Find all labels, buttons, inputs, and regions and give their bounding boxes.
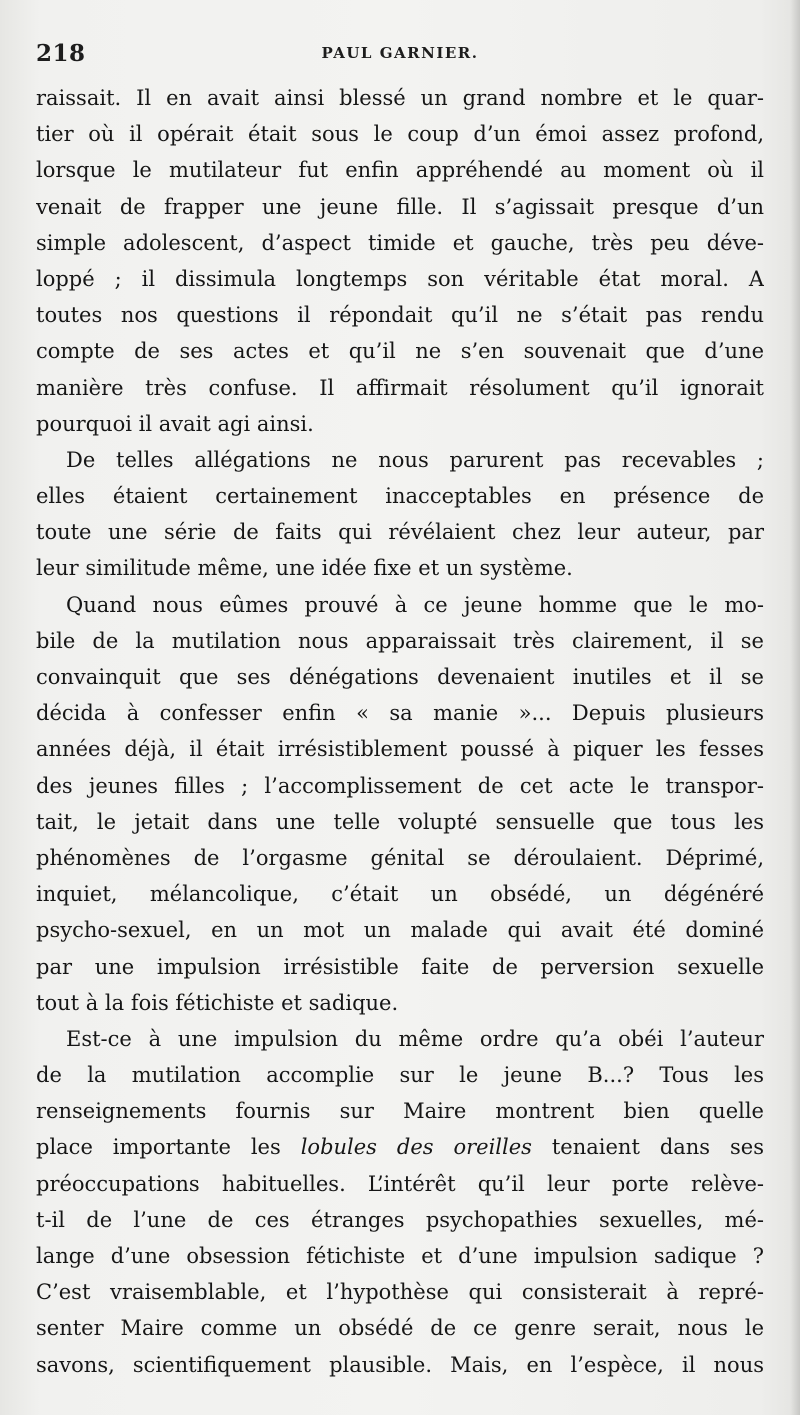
- text-line: Est-ce à une impulsion du même ordre qu’a obéi l’auteur: [66, 1026, 764, 1051]
- paragraph: [36, 442, 764, 587]
- text-line: phénomènes de l’orgasme génital se déroulaient. Déprimé,: [36, 845, 764, 870]
- paragraph: [36, 80, 764, 442]
- text-span: place importante les: [36, 1135, 301, 1160]
- text-line: lorsque le mutilateur fut enfin appréhendé au moment où il: [36, 158, 764, 183]
- text-line: des jeunes filles ; l’accomplissement de cet acte le transpor-: [36, 773, 764, 798]
- text-line: inquiet, mélancolique, c’était un obsédé, un dégénéré: [36, 882, 764, 907]
- text-line: bile de la mutilation nous apparaissait très clairement, il se: [36, 628, 764, 653]
- text-line: senter Maire comme un obsédé de ce genre serait, nous le: [36, 1316, 764, 1341]
- text-line: savons, scientifiquement plausible. Mais, en l’espèce, il nous: [36, 1352, 764, 1377]
- text-line: manière très confuse. Il affirmait résolument qu’il ignorait: [36, 375, 764, 400]
- text-line: C’est vraisemblable, et l’hypothèse qui consisterait à repré-: [36, 1280, 764, 1305]
- text-line: tier où il opérait était sous le coup d’un émoi assez profond,: [36, 122, 764, 147]
- text-line: par une impulsion irrésistible faite de perversion sexuelle: [36, 954, 764, 979]
- text-line: toutes nos questions il répondait qu’il ne s’était pas rendu: [36, 303, 764, 328]
- text-line: préoccupations habituelles. L’intérêt qu’il leur porte relève-: [36, 1171, 764, 1196]
- text-line: décida à confesser enfin « sa manie »... Depuis plusieurs: [36, 701, 764, 726]
- text-line: leur similitude même, une idée fixe et un système.: [36, 556, 573, 581]
- text-line: elles étaient certainement inacceptables en présence de: [36, 484, 764, 509]
- text-line: tout à la fois fétichiste et sadique.: [36, 990, 399, 1015]
- text-line: psycho-sexuel, en un mot un malade qui avait été dominé: [36, 918, 764, 943]
- text-line: tait, le jetait dans une telle volupté sensuelle que tous les: [36, 809, 764, 834]
- running-head: PAUL GARNIER.: [321, 44, 479, 62]
- page-number: 218: [36, 40, 86, 67]
- text-line: convainquit que ses dénégations devenaient inutiles et il se: [36, 665, 764, 689]
- text-line: loppé ; il dissimula longtemps son véritable état moral. A: [36, 266, 764, 291]
- text-line: de la mutilation accomplie sur le jeune B...? Tous les: [36, 1063, 764, 1088]
- page-header: [36, 40, 764, 70]
- text-line: toute une série de faits qui révélaient chez leur auteur, par: [36, 520, 764, 545]
- body-text: [36, 80, 764, 1383]
- paragraph: [36, 587, 764, 1021]
- text-line: simple adolescent, d’aspect timide et gauche, très peu déve-: [36, 230, 764, 255]
- text-line-with-italic: [36, 1129, 764, 1165]
- text-line: compte de ses actes et qu’il ne s’en souvenait que d’une: [36, 339, 764, 364]
- text-line: pourquoi il avait agi ainsi.: [36, 411, 314, 436]
- text-line: Quand nous eûmes prouvé à ce jeune homme que le mo-: [66, 592, 764, 617]
- text-line: années déjà, il était irrésistiblement poussé à piquer les fesses: [36, 737, 764, 762]
- text-line: venait de frapper une jeune fille. Il s’agissait presque d’un: [36, 194, 764, 219]
- paragraph: [36, 1021, 764, 1383]
- text-line: De telles allégations ne nous parurent pas recevables ;: [66, 447, 764, 472]
- text-span: tenaient dans ses: [531, 1135, 764, 1160]
- text-line: raissait. Il en avait ainsi blessé un grand nombre et le quar-: [36, 86, 764, 110]
- text-line: t-il de l’une de ces étranges psychopathies sexuelles, mé-: [36, 1207, 764, 1232]
- text-line: lange d’une obsession fétichiste et d’une impulsion sadique ?: [36, 1244, 764, 1268]
- text-line: renseignements fournis sur Maire montrent bien quelle: [36, 1099, 764, 1124]
- italic-term: lobules des oreilles: [300, 1135, 532, 1160]
